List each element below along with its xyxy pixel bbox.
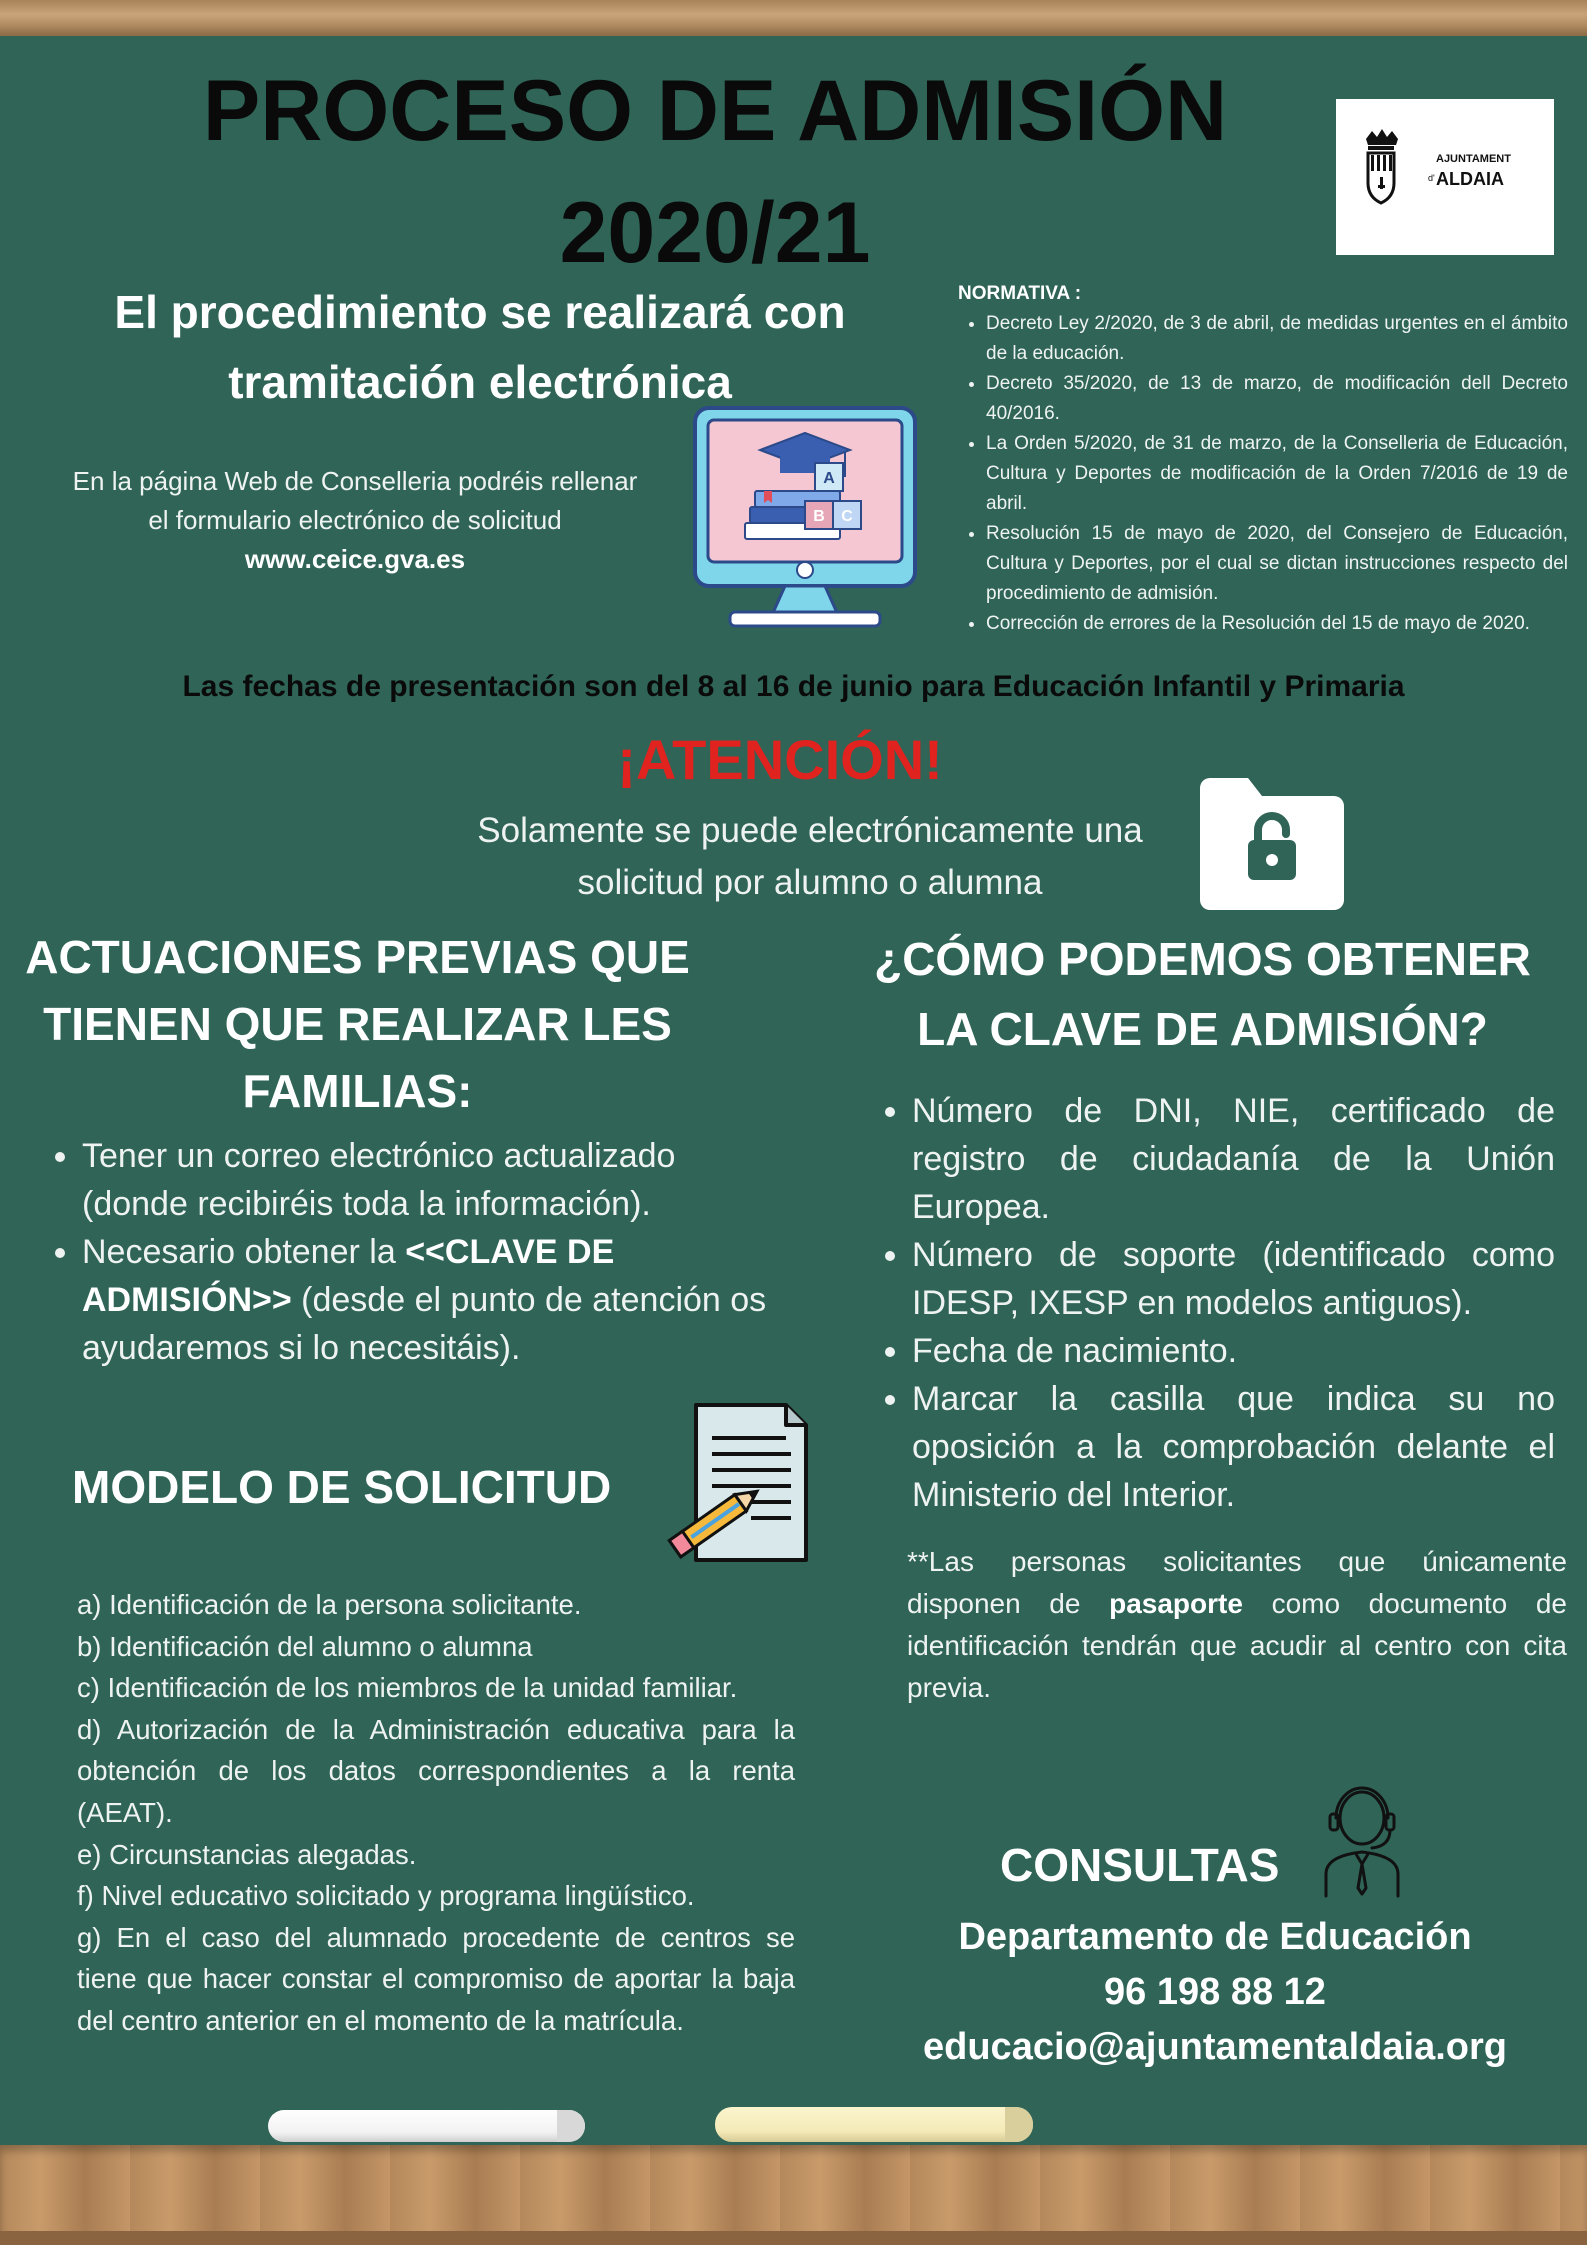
nota-post: como documento de identificación tendrán que acudir al centro con cita previa. — [907, 1588, 1567, 1703]
modelo-item: d) Autorización de la Administración educativa para la obtención de los datos correspondientes a la renta (AEAT). — [77, 1713, 795, 1828]
logo-line-3: ALDAIA — [1436, 169, 1504, 189]
clave-item: • Número de DNI, NIE, certificado de registro de ciudadanía de la Unión Europea. — [912, 1087, 1555, 1231]
chalk-white — [268, 2110, 585, 2142]
block-letter-b: B — [813, 508, 825, 525]
logo-line-1: AJUNTAMENT — [1436, 153, 1511, 165]
actuaciones-item2-bold: <<CLAVE DE ADMISIÓN>> — [82, 1233, 615, 1319]
page-title: PROCESO DE ADMISIÓN 2020/21 — [202, 63, 1228, 281]
logo-line-2: d' — [1428, 173, 1435, 183]
attention-text: Solamente se puede electrónicamente una solicitud por alumno o alumna — [477, 811, 1143, 902]
chalk-yellow — [715, 2107, 1033, 2142]
actuaciones-item: • Tener un correo electrónico actualizado (donde recibiréis toda la información). — [82, 1132, 770, 1228]
web-url[interactable]: www.ceice.gva.es — [244, 544, 466, 574]
modelo-item: e) Circunstancias alegadas. — [77, 1838, 417, 1870]
nota-pre: **Las personas solicitantes que únicamente disponen de — [907, 1546, 1567, 1619]
web-info — [60, 462, 650, 579]
email-address[interactable]: educacio@ajuntamentaldaia.org — [923, 2026, 1507, 2068]
block-letter-c: C — [841, 508, 853, 525]
wood-frame-bottom — [0, 2145, 1587, 2245]
submission-dates: Las fechas de presentación son del 8 al 16 de junio para Educación Infantil y Primaria — [182, 670, 1405, 703]
block-letter-a: A — [823, 470, 835, 487]
modelo-item: a) Identificación de la persona solicitante. — [77, 1589, 582, 1620]
normativa-heading: NORMATIVA : — [958, 283, 1082, 304]
normativa-item: • Resolución 15 de mayo de 2020, del Consejero de Educación, Cultura y Deportes, por el cual se dictan instrucciones respecto del procedimiento de admisión. — [986, 519, 1568, 609]
modelo-item: f) Nivel educativo solicitado y programa lingüístico. — [77, 1880, 695, 1912]
department-name: Departamento de Educación — [958, 1916, 1472, 1958]
clave-list — [872, 1087, 1555, 1519]
modelo-item: c) Identificación de los miembros de la unidad familiar. — [77, 1672, 738, 1704]
logo-crown-icon — [1336, 99, 1554, 255]
normativa-item: • Decreto Ley 2/2020, de 3 de abril, de medidas urgentes en el ámbito de la educación. — [986, 309, 1568, 369]
modelo-heading: MODELO DE SOLICITUD — [72, 1461, 612, 1513]
normativa-list — [958, 309, 1568, 639]
normativa-item: • Corrección de errores de la Resolución del 15 de mayo de 2020. — [986, 609, 1568, 639]
consultas-heading: CONSULTAS — [1000, 1839, 1280, 1891]
nota-bold: pasaporte — [1109, 1588, 1243, 1619]
computer-icon — [690, 405, 920, 640]
headset-person-icon — [1316, 1778, 1408, 1903]
normativa-section — [958, 279, 1568, 639]
passport-note — [907, 1541, 1567, 1709]
modelo-list — [77, 1584, 795, 2042]
modelo-item: b) Identificación del alumno o alumna — [77, 1630, 533, 1662]
actuaciones-item — [82, 1228, 770, 1372]
contact-info — [870, 1910, 1560, 2075]
padlock-folder-icon — [1200, 778, 1344, 915]
clave-item: • Marcar la casilla que indica su no oposición a la comprobación delante el Ministerio del Interior. — [912, 1375, 1555, 1519]
subtitle: El procedimiento se realizará con tramitación electrónica — [114, 286, 846, 408]
normativa-item: • La Orden 5/2020, de 31 de marzo, de la Conselleria de Educación, Cultura y Deportes de modificación de la Orden 7/2016 de 19 de abril. — [986, 429, 1568, 519]
actuaciones-item2-post: (desde el punto de atención os ayudaremos si lo necesitáis). — [82, 1281, 767, 1367]
normativa-item: • Decreto 35/2020, de 13 de marzo, de modificación dell Decreto 40/2016. — [986, 369, 1568, 429]
actuaciones-heading: ACTUACIONES PREVIAS QUE TIENEN QUE REALIZAR LES FAMILIAS: — [25, 931, 690, 1117]
clave-item: • Fecha de nacimiento. — [912, 1327, 1555, 1375]
phone-number[interactable]: 96 198 88 12 — [1104, 1971, 1326, 2013]
attention-heading: ¡ATENCIÓN! — [617, 728, 943, 791]
actuaciones-list — [50, 1132, 770, 1372]
actuaciones-item2-pre: Necesario obtener la — [82, 1233, 406, 1271]
clave-item: • Número de soporte (identificado como IDESP, IXESP en modelos antiguos). — [912, 1231, 1555, 1327]
document-pencil-icon — [656, 1400, 826, 1575]
modelo-item: g) En el caso del alumnado procedente de centros se tiene que hacer constar el compromiso de aportar la baja del centro anterior en el momento de la matrícula. — [77, 1921, 795, 2036]
clave-heading: ¿CÓMO PODEMOS OBTENER LA CLAVE DE ADMISIÓN? — [874, 933, 1531, 1055]
aldaia-logo — [1336, 99, 1554, 255]
web-info-text: En la página Web de Conselleria podréis rellenar el formulario electrónico de solicitud — [72, 466, 638, 535]
wood-frame-top — [0, 0, 1587, 36]
